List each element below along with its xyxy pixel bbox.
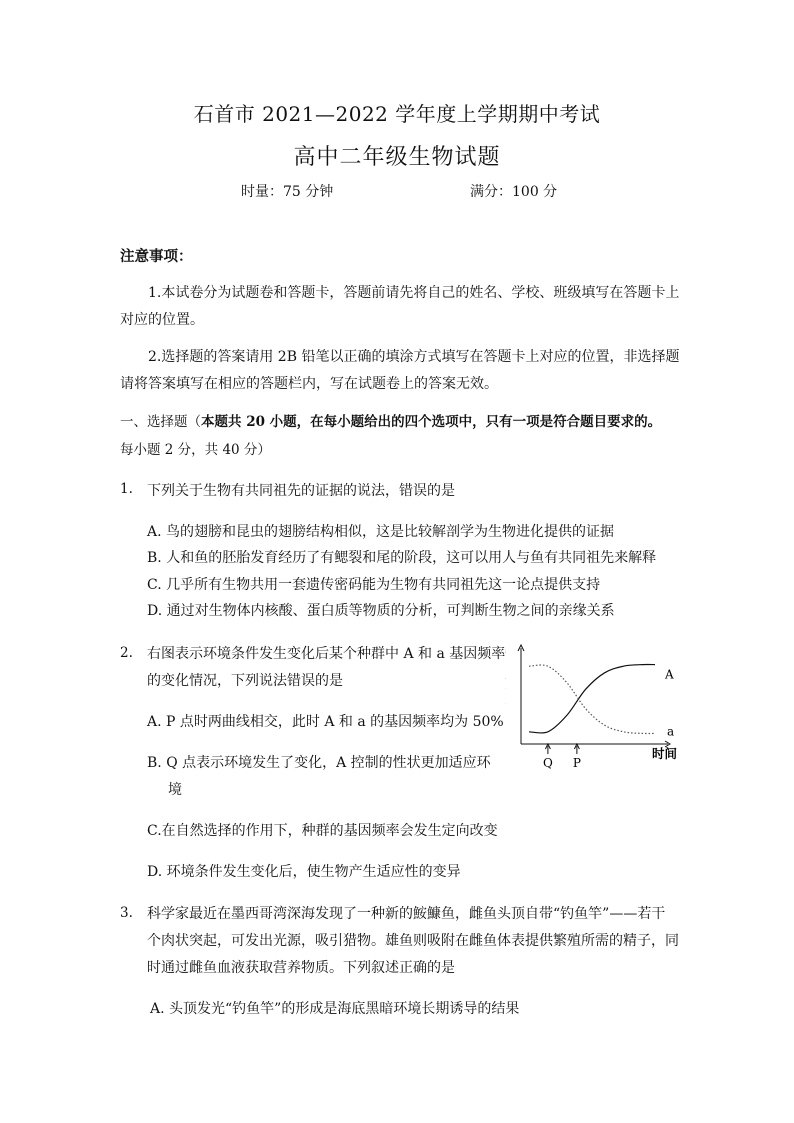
series-a-line — [529, 665, 655, 734]
section-1-prefix: 一、选择题（ — [120, 414, 201, 430]
q3-number: 3. — [120, 905, 133, 921]
exam-duration: 时量：75 分钟 — [241, 184, 334, 200]
marker-Q-label: Q — [542, 756, 553, 770]
notice-heading: 注意事项： — [120, 248, 193, 265]
notice-item-1: 1.本试卷分为试题卷和答题卡，答题前请先将自己的姓名、学校、班级填写在答题卡上对应的位置。 — [120, 285, 680, 328]
y-axis-label — [505, 642, 506, 708]
q2-number: 2. — [120, 645, 133, 661]
q3-option-a: A. 头顶发光“钓鱼竿”的形成是海底黑暗环境长期诱导的结果 — [150, 1001, 520, 1017]
q2-option-a: A. P 点时两曲线相交，此时 A 和 a 的基因频率均为 50% — [147, 714, 504, 730]
gene-frequency-chart — [505, 640, 685, 775]
q2-stem-line1: 右图表示环境条件发生变化后某个种群中 A 和 a 基因频率 — [147, 646, 506, 662]
gene-frequency-svg — [505, 640, 685, 775]
chart-markers — [543, 744, 581, 770]
marker-P-label: P — [572, 756, 581, 770]
section-1-bold: 本题共 20 小题，在每小题给出的四个选项中，只有一项是符合题目要求的。 — [201, 414, 662, 430]
q1-stem: 下列关于生物有共同祖先的证据的说法，错误的是 — [147, 483, 455, 499]
q1-number: 1. — [120, 481, 133, 497]
q2-option-c: C.在自然选择的作用下，种群的基因频率会发生定向改变 — [147, 823, 498, 839]
q2-option-b-cont: 境 — [168, 782, 182, 798]
q1-option-a: A. 鸟的翅膀和昆虫的翅膀结构相似，这是比较解剖学为生物进化提供的证据 — [147, 524, 615, 540]
x-axis-label: 时间 — [651, 746, 677, 761]
q2-stem-line2: 的变化情况，下列说法错误的是 — [147, 673, 343, 689]
exam-subtitle: 高中二年级生物试题 — [293, 145, 501, 170]
q3-stem-line2: 个肉状突起，可发出光源，吸引猎物。雄鱼则吸附在雌鱼体表提供繁殖所需的精子，同 — [147, 933, 679, 949]
exam-title: 石首市 2021—2022 学年度上学期期中考试 — [193, 102, 601, 126]
notice-item-2: 2.选择题的答案请用 2B 铅笔以正确的填涂方式填写在答题卡上对应的位置，非选择题请将答案填写在相应的答题栏内，写在试题卷上的答案无效。 — [120, 349, 680, 392]
q2-option-b: B. Q 点表示环境发生了变化，A 控制的性状更加适应环 — [147, 755, 491, 771]
section-1-suffix: 每小题 2 分，共 40 分） — [120, 442, 271, 458]
q1-option-c: C. 几乎所有生物共用一套遗传密码能为生物有共同祖先这一论点提供支持 — [147, 577, 601, 593]
q1-option-b: B. 人和鱼的胚胎发育经历了有鳃裂和尾的阶段，这可以用人与鱼有共同祖先来解释 — [147, 550, 657, 566]
q3-stem-line3: 时通过雌鱼血液获取营养物质。下列叙述正确的是 — [147, 960, 455, 976]
series-a-label: a — [667, 724, 675, 739]
exam-full-score: 满分：100 分 — [470, 184, 558, 200]
series-A-label: A — [665, 667, 674, 682]
section-1-heading — [120, 408, 680, 464]
q1-option-d: D. 通过对生物体内核酸、蛋白质等物质的分析，可判断生物之间的亲缘关系 — [147, 603, 615, 619]
q2-option-d: D. 环境条件发生变化后，使生物产生适应性的变异 — [147, 864, 461, 880]
series-A-line — [529, 664, 655, 733]
q3-stem-line1: 科学家最近在墨西哥湾深海发现了一种新的鮟鱇鱼，雌鱼头顶自带“钓鱼竿”——若干 — [147, 906, 666, 922]
